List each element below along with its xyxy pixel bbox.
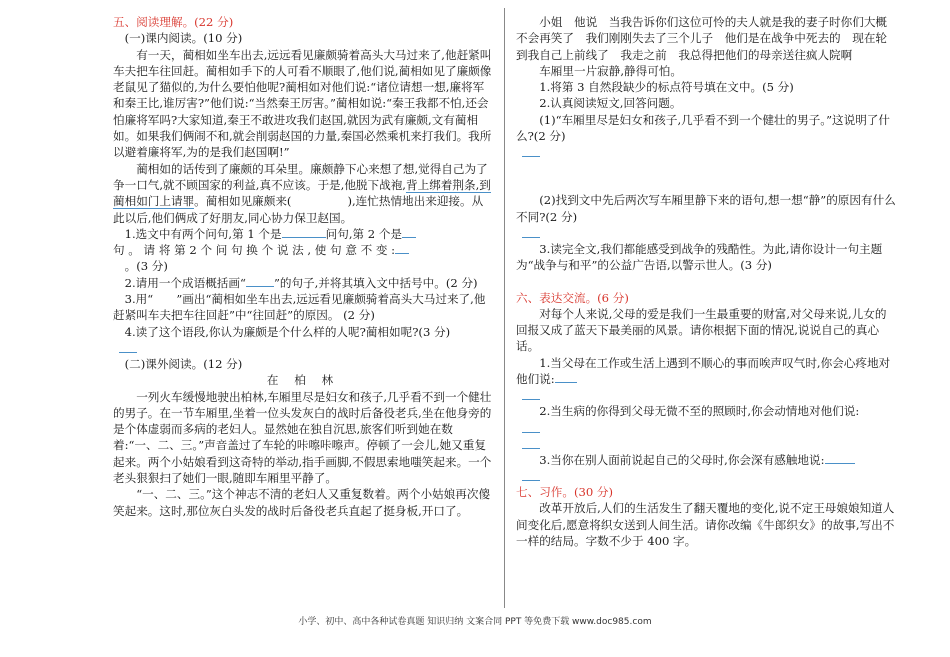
section-5-title: 五、阅读理解。(22 分) <box>113 15 234 29</box>
story-paragraph-1: 一列火车缓慢地驶出柏林,车厢里尽是妇女和孩子,几乎看不到一个健壮的男子。在一节车厢里,坐着一位头发灰白的战时后备役老兵,坐在他身旁的是个体虚弱而多病的老妇人。显然她在独自沉思,旅客们听到她在数着:“一、二、三。”声音盖过了车轮的咔嚓咔嚓声。停顿了一会儿,她又重复起来。两个小姑娘看到这奇特的举动,指手画脚,不假思索地嗤笑起来。一个老头狠狠扫了她们一眼,随即车厢里平静了。 <box>113 389 492 486</box>
passage-paragraph-2-end: ),连忙热情地出来迎接。从此以后,他们俩成了好朋友,同心协力保卫赵国。 <box>113 194 484 225</box>
underline-sample-blank <box>246 275 274 287</box>
answer-line-mark <box>522 399 540 400</box>
section-6-question-3-text: 3.当你在别人面前说起自己的父母时,你会深有感触地说: <box>539 452 825 467</box>
question-1-line-2 <box>113 242 493 258</box>
reading-question-1: 1.将第 3 自然段缺少的标点符号填在文中。(5 分) <box>539 80 794 95</box>
part-1-title: (一)课内阅读。(10 分) <box>124 31 243 46</box>
underlined-sentence: 背上绑着荆条,到蔺相如门上请罪 <box>113 177 491 209</box>
spacer <box>516 176 898 192</box>
left-column <box>113 14 493 519</box>
reading-question-2-1: (1)“车厢里尽是妇女和孩子,几乎看不到一个健壮的男子。”这说明了什么?(2 分) <box>516 112 890 144</box>
section-6-question-1 <box>516 355 898 388</box>
answer-blank-s6-3[interactable] <box>825 452 855 464</box>
answer-line-mark <box>119 352 137 353</box>
answer-line-q2-1[interactable] <box>516 144 898 160</box>
story-paragraph-2: “一、二、三。”这个神志不清的老妇人又重复数着。两个小姑娘再次傻笑起来。这时,那位灰白头发的战时后备役老兵直起了挺身板,开口了。 <box>113 487 491 518</box>
answer-blank-1[interactable] <box>282 226 326 238</box>
answer-line-q4[interactable] <box>113 340 493 356</box>
passage-paragraph-2-start: 蔺相如的话传到了廉颇的耳朵里。廉颇静下心来想了想,觉得自己为了争一口气,就不顾国家的利益,真不应该。于是,他脱下战袍, <box>113 161 488 192</box>
question-1-c: 句 。 请 将 第 2 个 问 句 换 个 说 法 , 使 句 意 不 变 : <box>113 243 396 258</box>
right-column <box>516 14 898 549</box>
answer-line-q2-2[interactable] <box>516 225 898 241</box>
question-2 <box>113 275 493 291</box>
footer-text: 小学、初中、高中各种试卷真题 知识归纳 文案合同 PPT 等免费下载 www.doc985.com <box>298 617 652 627</box>
answer-line-mark <box>522 448 540 449</box>
question-2-b: ”的句子,并将其填入文中括号中。(2 分) <box>273 275 478 290</box>
section-6-title: 六、表达交流。(6 分) <box>516 290 629 305</box>
answer-line-s6-2b[interactable] <box>516 436 898 452</box>
question-1-score: 。(3 分) <box>124 259 168 274</box>
answer-line-s6-3[interactable] <box>516 468 898 484</box>
reading-question-3: 3.读完全文,我们都能感受到战争的残酷性。为此,请你设计一句主题为“战争与和平”的公益广告语,以警示世人。(3 分) <box>516 241 883 273</box>
question-1-a: 1.选文中有两个问句,第 1 个是 <box>124 226 282 241</box>
question-2-a: 2.请用一个成语概括画“ <box>124 275 246 290</box>
story-title: 在 柏 林 <box>266 373 340 388</box>
spacer <box>516 160 898 176</box>
question-3: 3.用“ ”画出“蔺相如坐车出去,远远看见廉颇骑着高头大马过来了,他赶紧叫车夫把车往回赶”中“往回赶”的原因。 (2 分) <box>113 292 486 323</box>
reading-question-2-2: (2)找到文中先后两次写车厢里静下来的语句,想一想“静”的原因有什么不同?(2 分) <box>516 193 896 224</box>
section-6-question-3 <box>516 452 898 468</box>
section-7-body: 改革开放后,人们的生活发生了翻天覆地的变化,说不定王母娘娘知道人间变化后,愿意将织女送到人间生活。请你改编《牛郎织女》的故事,写出不一样的结局。字数不少于 400 字。 <box>516 501 895 548</box>
question-4: 4.读了这个语段,你认为廉颇是个什么样的人呢?蔺相如呢?(3 分) <box>124 324 451 339</box>
passage-paragraph-1: 有一天，蔺相如坐车出去,远远看见廉颇骑着高头大马过来了,他赶紧叫车夫把车往回赶。蔺相如手下的人可看不顺眼了,他们说,蔺相如见了廉颇像老鼠见了猫似的,为什么要怕他呢?蔺相如对他们说:“诸位请想一想,廉将军和秦王比,谁厉害?”他们说:“当然秦王厉害。”蔺相如说:“秦王我都不怕,还会怕廉将军吗?大家知道,秦王不敢进攻我们赵国,就因为武有廉颇,文有蔺相如。如果我们俩闹不和,就会削弱赵国的力量,秦国必然乘机来打我们。我所以避着廉将军,为的是我们赵国啊!” <box>113 47 492 160</box>
answer-line-mark <box>522 237 540 238</box>
answer-line-s6-2a[interactable] <box>516 420 898 436</box>
passage-paragraph-2-mid: 。蔺相如见廉颇来( <box>194 194 292 209</box>
reading-question-2: 2.认真阅读短文,回答问题。 <box>539 96 682 111</box>
answer-blank-s6-1[interactable] <box>555 371 577 383</box>
question-1-b: 问句,第 2 个是 <box>325 226 403 241</box>
story-paragraph-3: 小姐 他说 当我告诉你们这位可怜的夫人就是我的妻子时你们大概不会再笑了 我们刚刚失去了三个儿子 他们是在战争中死去的 现在轮到我自己上前线了 我走之前 我总得把他们的母亲送往疯人院啊 <box>516 15 888 62</box>
spacer <box>516 274 898 290</box>
story-paragraph-4: 车厢里一片寂静,静得可怕。 <box>539 63 682 78</box>
column-divider <box>504 8 505 608</box>
answer-blank-2[interactable] <box>402 226 416 238</box>
question-1 <box>113 226 493 242</box>
section-7-title: 七、习作。(30 分) <box>516 484 614 499</box>
answer-blank-3[interactable] <box>395 242 409 254</box>
section-6-intro: 对每个人来说,父母的爱是我们一生最重要的财富,对父母来说,儿女的回报又成了蓝天下最美丽的风景。请你根据下面的情况,说说自己的真心话。 <box>516 306 887 354</box>
answer-line-s6-1[interactable] <box>516 387 898 403</box>
section-6-question-2: 2.当生病的你得到父母无微不至的照顾时,你会动情地对他们说: <box>539 404 860 419</box>
passage-paragraph-2 <box>113 161 493 226</box>
answer-line-mark <box>522 432 540 433</box>
answer-line-mark <box>522 156 540 157</box>
section-6-question-1-text: 1.当父母在工作或生活上遇到不顺心的事而唉声叹气时,你会心疼地对他们说: <box>516 355 891 387</box>
part-2-title: (二)课外阅读。(12 分) <box>124 356 243 371</box>
answer-line-mark <box>522 480 540 481</box>
